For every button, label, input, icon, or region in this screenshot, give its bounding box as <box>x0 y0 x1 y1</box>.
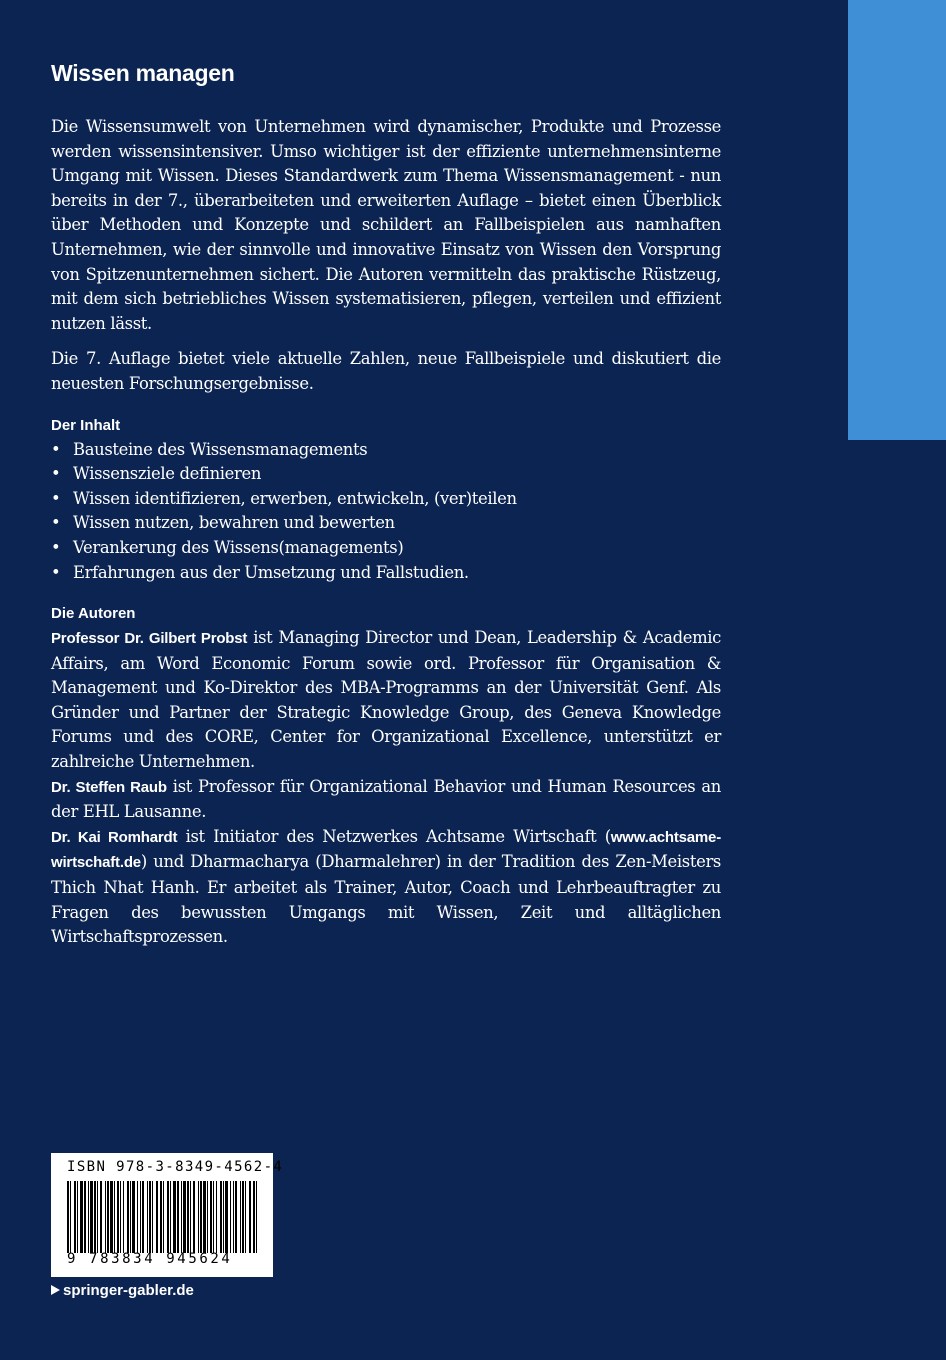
author-text-romhardt-1: ist Initiator des Netzwerkes Achtsame Wirtschaft ( <box>177 826 611 846</box>
isbn-barcode <box>51 1153 284 1277</box>
author-text-romhardt-2: ) und Dharmacharya (Dharmalehrer) in der Tradition des Zen-Meisters Thich Nhat Hanh. Er arbeitet als Trainer, Autor, Coach und Lehrbeauftragter zu Fragen des bewussten Umgangs mit Wissen, Zeit und alltäglichen Wirtschaftsprozessen. <box>51 852 721 947</box>
website-link[interactable]: www.achtsame-wirtschaft.de <box>51 828 721 872</box>
author-bio-romhardt <box>51 825 721 950</box>
author-text-raub: ist Professor für Organizational Behavior und Human Resources an der EHL Lausanne. <box>51 776 721 822</box>
author-name-raub: Dr. Steffen Raub <box>51 778 167 796</box>
contents-heading: Der Inhalt <box>51 416 121 434</box>
list-item: • Bausteine des Wissensmanagements <box>51 438 721 463</box>
list-item: • Wissen identifizieren, erwerben, entwickeln, (ver)teilen <box>51 487 721 512</box>
contents-list <box>51 438 721 586</box>
authors-heading: Die Autoren <box>51 605 136 623</box>
intro-paragraph-2: Die 7. Auflage bietet viele aktuelle Zahlen, neue Fallbeispiele und diskutiert die neuesten Forschungsergebnisse. <box>51 349 721 393</box>
author-bio-probst <box>51 626 721 775</box>
list-item: • Verankerung des Wissens(managements) <box>51 536 721 561</box>
author-name-romhardt: Dr. Kai Romhardt <box>51 828 178 846</box>
book-title: Wissen managen <box>51 60 235 86</box>
back-cover-text <box>51 58 721 950</box>
list-item: • Erfahrungen aus der Umsetzung und Fallstudien. <box>51 561 721 586</box>
publisher-link[interactable] <box>51 1280 194 1302</box>
author-bio-raub <box>51 775 721 825</box>
barcode-bars <box>67 1181 259 1253</box>
isbn-label: ISBN 978-3-8349-4562-4 <box>67 1159 284 1175</box>
list-item: • Wissensziele definieren <box>51 462 721 487</box>
list-item: • Wissen nutzen, bewahren und bewerten <box>51 511 721 536</box>
intro-paragraph-1: Die Wissensumwelt von Unternehmen wird dynamischer, Produkte und Prozesse werden wissensintensiver. Umso wichtiger ist der effiziente unternehmensinterne Umgang mit Wissen. Dieses Standardwerk zum Thema Wissensmanagement - nun bereits in der 7., überarbeiteten und erweiterten Auflage – bietet einen Überblick über Methoden und Konzepte und schildert an Fallbeispielen aus namhaften Unternehmen, wie der sinnvolle und innovative Einsatz von Wissen den Vorsprung von Spitzenunternehmen sichert. Die Autoren vermitteln das praktische Rüstzeug, mit dem sich betriebliches Wissen systematisieren, pflegen, verteilen und effizient nutzen lässt. <box>51 117 721 333</box>
author-text-probst: ist Managing Director und Dean, Leadership & Academic Affairs, am Word Economic Forum sowie ord. Professor für Organisation & Management und Ko-Direktor des MBA-Programms an der Universität Genf. Als Gründer und Partner der Strategic Knowledge Group, des Geneva Knowledge Forums und des CORE, Center for Organizational Excellence, unterstützt er zahlreiche Unternehmen. <box>51 628 721 772</box>
arrow-right-icon <box>51 1285 60 1295</box>
accent-strip <box>848 0 946 440</box>
barcode-digits: 9 783834 945624 <box>67 1251 233 1267</box>
publisher-link-text: springer-gabler.de <box>63 1282 194 1299</box>
author-name-probst: Professor Dr. Gilbert Probst <box>51 630 248 648</box>
